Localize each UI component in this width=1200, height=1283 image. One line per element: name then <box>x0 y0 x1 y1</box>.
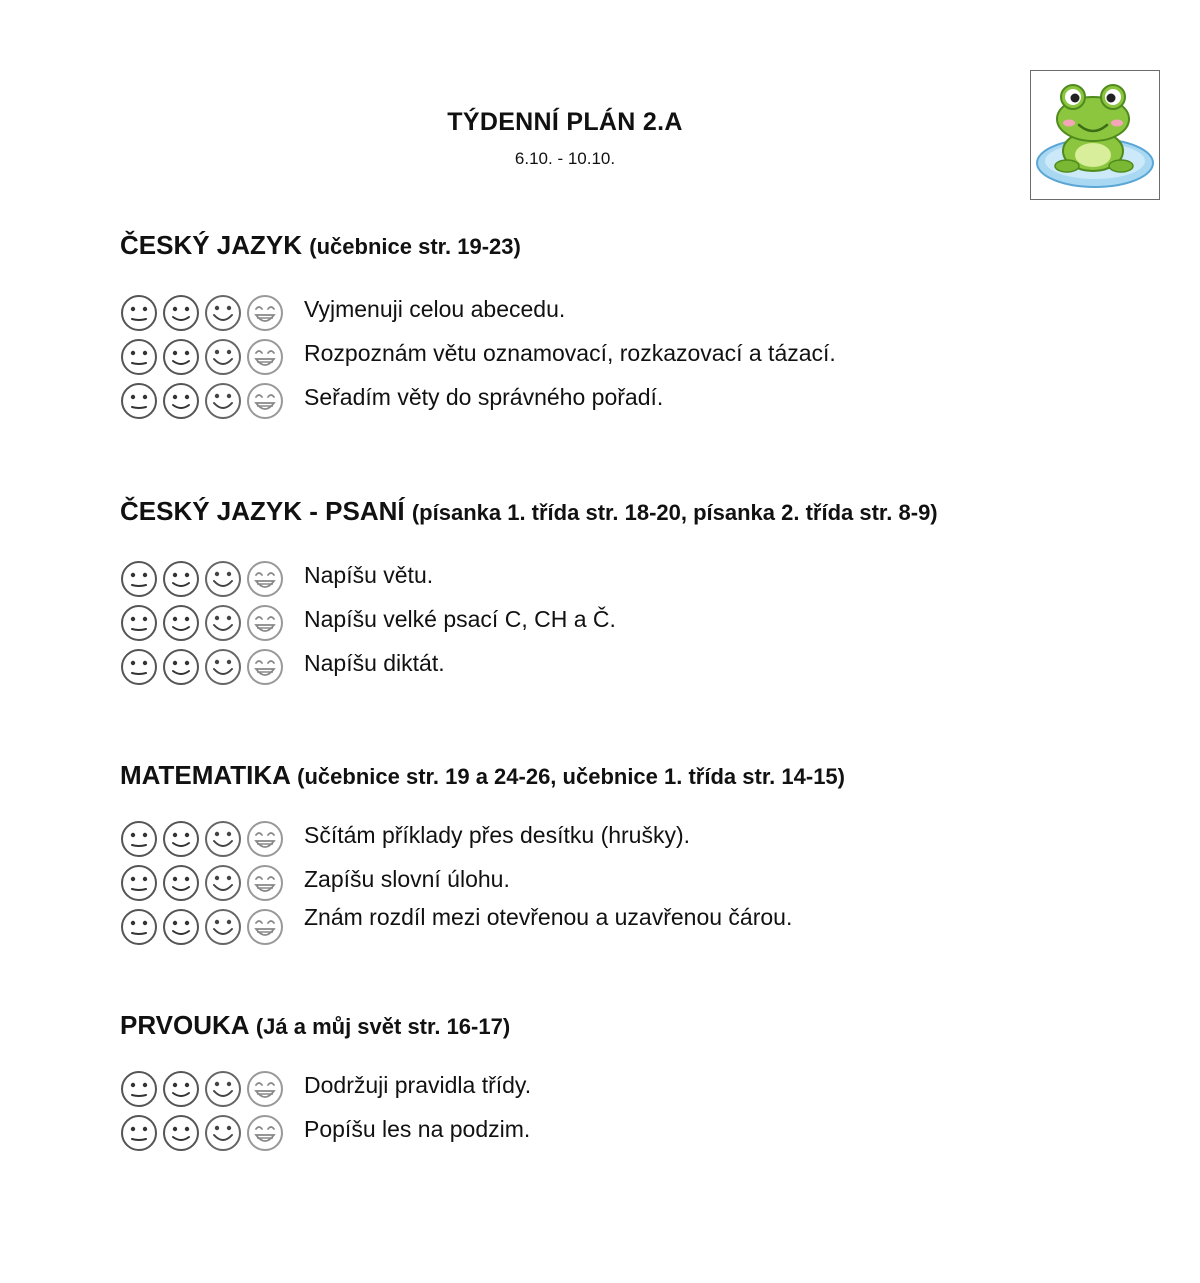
subject-name: PRVOUKA <box>120 1010 249 1040</box>
rating-faces <box>120 560 304 598</box>
rating-faces <box>120 382 304 420</box>
page-title: TÝDENNÍ PLÁN 2.A <box>447 108 683 136</box>
grin-face-icon[interactable] <box>246 1114 284 1152</box>
rating-faces <box>120 338 304 376</box>
smile-face-icon[interactable] <box>204 1114 242 1152</box>
goal-text: Seřadím věty do správného pořadí. <box>304 383 664 410</box>
slight-smile-face-icon[interactable] <box>162 1114 200 1152</box>
neutral-face-icon[interactable] <box>120 294 158 332</box>
goal-row <box>120 861 1160 905</box>
neutral-face-icon[interactable] <box>120 1114 158 1152</box>
grin-face-icon[interactable] <box>246 604 284 642</box>
goal-row <box>120 557 1160 601</box>
grin-face-icon[interactable] <box>246 294 284 332</box>
goal-row <box>120 335 1160 379</box>
goal-text: Vyjmenuji celou abecedu. <box>304 295 566 322</box>
neutral-face-icon[interactable] <box>120 382 158 420</box>
grin-face-icon[interactable] <box>246 648 284 686</box>
grin-face-icon[interactable] <box>246 1070 284 1108</box>
section-math <box>120 760 1160 949</box>
slight-smile-face-icon[interactable] <box>162 820 200 858</box>
slight-smile-face-icon[interactable] <box>162 338 200 376</box>
grin-face-icon[interactable] <box>246 382 284 420</box>
goal-row <box>120 645 1160 689</box>
slight-smile-face-icon[interactable] <box>162 604 200 642</box>
neutral-face-icon[interactable] <box>120 864 158 902</box>
smile-face-icon[interactable] <box>204 382 242 420</box>
section-czech <box>120 230 1160 423</box>
neutral-face-icon[interactable] <box>120 604 158 642</box>
page-dates: 6.10. - 10.10. <box>514 149 616 168</box>
slight-smile-face-icon[interactable] <box>162 864 200 902</box>
frog-on-lily-pad-icon <box>1030 70 1160 200</box>
smile-face-icon[interactable] <box>204 1070 242 1108</box>
rating-faces <box>120 604 304 642</box>
neutral-face-icon[interactable] <box>120 648 158 686</box>
slight-smile-face-icon[interactable] <box>162 1070 200 1108</box>
rating-faces <box>120 908 304 946</box>
goal-text: Sčítám příklady přes desítku (hrušky). <box>304 821 691 848</box>
goal-text: Popíšu les na podzim. <box>304 1115 531 1142</box>
rating-faces <box>120 864 304 902</box>
subject-name: ČESKÝ JAZYK <box>120 230 303 260</box>
section-czech-writing <box>120 496 1160 689</box>
goal-text: Rozpoznám větu oznamovací, rozkazovací a tázací. <box>304 339 836 366</box>
smile-face-icon[interactable] <box>204 820 242 858</box>
rating-faces <box>120 1070 304 1108</box>
slight-smile-face-icon[interactable] <box>162 560 200 598</box>
neutral-face-icon[interactable] <box>120 820 158 858</box>
section-prvouka <box>120 1010 1160 1155</box>
goal-text: Zapíšu slovní úlohu. <box>304 865 510 892</box>
section-heading <box>120 760 1160 791</box>
grin-face-icon[interactable] <box>246 864 284 902</box>
smile-face-icon[interactable] <box>204 604 242 642</box>
subject-name: MATEMATIKA <box>120 760 290 790</box>
grin-face-icon[interactable] <box>246 820 284 858</box>
section-heading <box>120 1010 1160 1041</box>
subject-note: (učebnice str. 19 a 24-26, učebnice 1. třída str. 14-15) <box>297 764 845 789</box>
section-heading <box>120 496 1160 527</box>
smile-face-icon[interactable] <box>204 648 242 686</box>
subject-note: (Já a můj svět str. 16-17) <box>255 1014 511 1039</box>
goal-row <box>120 379 1160 423</box>
grin-face-icon[interactable] <box>246 338 284 376</box>
smile-face-icon[interactable] <box>204 338 242 376</box>
slight-smile-face-icon[interactable] <box>162 294 200 332</box>
grin-face-icon[interactable] <box>246 908 284 946</box>
subject-note: (písanka 1. třída str. 18-20, písanka 2. třída str. 8-9) <box>411 500 938 525</box>
goal-text: Napíšu diktát. <box>304 649 445 676</box>
rating-faces <box>120 820 304 858</box>
neutral-face-icon[interactable] <box>120 1070 158 1108</box>
neutral-face-icon[interactable] <box>120 908 158 946</box>
goal-text: Napíšu velké psací C, CH a Č. <box>304 605 616 632</box>
goal-row <box>120 1067 1160 1111</box>
smile-face-icon[interactable] <box>204 294 242 332</box>
goal-row <box>120 601 1160 645</box>
slight-smile-face-icon[interactable] <box>162 382 200 420</box>
rating-faces <box>120 294 304 332</box>
goal-text: Napíšu větu. <box>304 561 434 588</box>
smile-face-icon[interactable] <box>204 560 242 598</box>
goal-row <box>120 1111 1160 1155</box>
grin-face-icon[interactable] <box>246 560 284 598</box>
goal-row <box>120 905 1160 949</box>
slight-smile-face-icon[interactable] <box>162 648 200 686</box>
subject-note: (učebnice str. 19-23) <box>309 234 521 259</box>
goal-text: Dodržuji pravidla třídy. <box>304 1071 532 1098</box>
neutral-face-icon[interactable] <box>120 338 158 376</box>
rating-faces <box>120 1114 304 1152</box>
rating-faces <box>120 648 304 686</box>
smile-face-icon[interactable] <box>204 908 242 946</box>
neutral-face-icon[interactable] <box>120 560 158 598</box>
goal-row <box>120 291 1160 335</box>
subject-name: ČESKÝ JAZYK - PSANÍ <box>120 496 405 526</box>
section-heading <box>120 230 1160 261</box>
slight-smile-face-icon[interactable] <box>162 908 200 946</box>
smile-face-icon[interactable] <box>204 864 242 902</box>
goal-row <box>120 817 1160 861</box>
goal-text: Znám rozdíl mezi otevřenou a uzavřenou čárou. <box>304 903 793 930</box>
